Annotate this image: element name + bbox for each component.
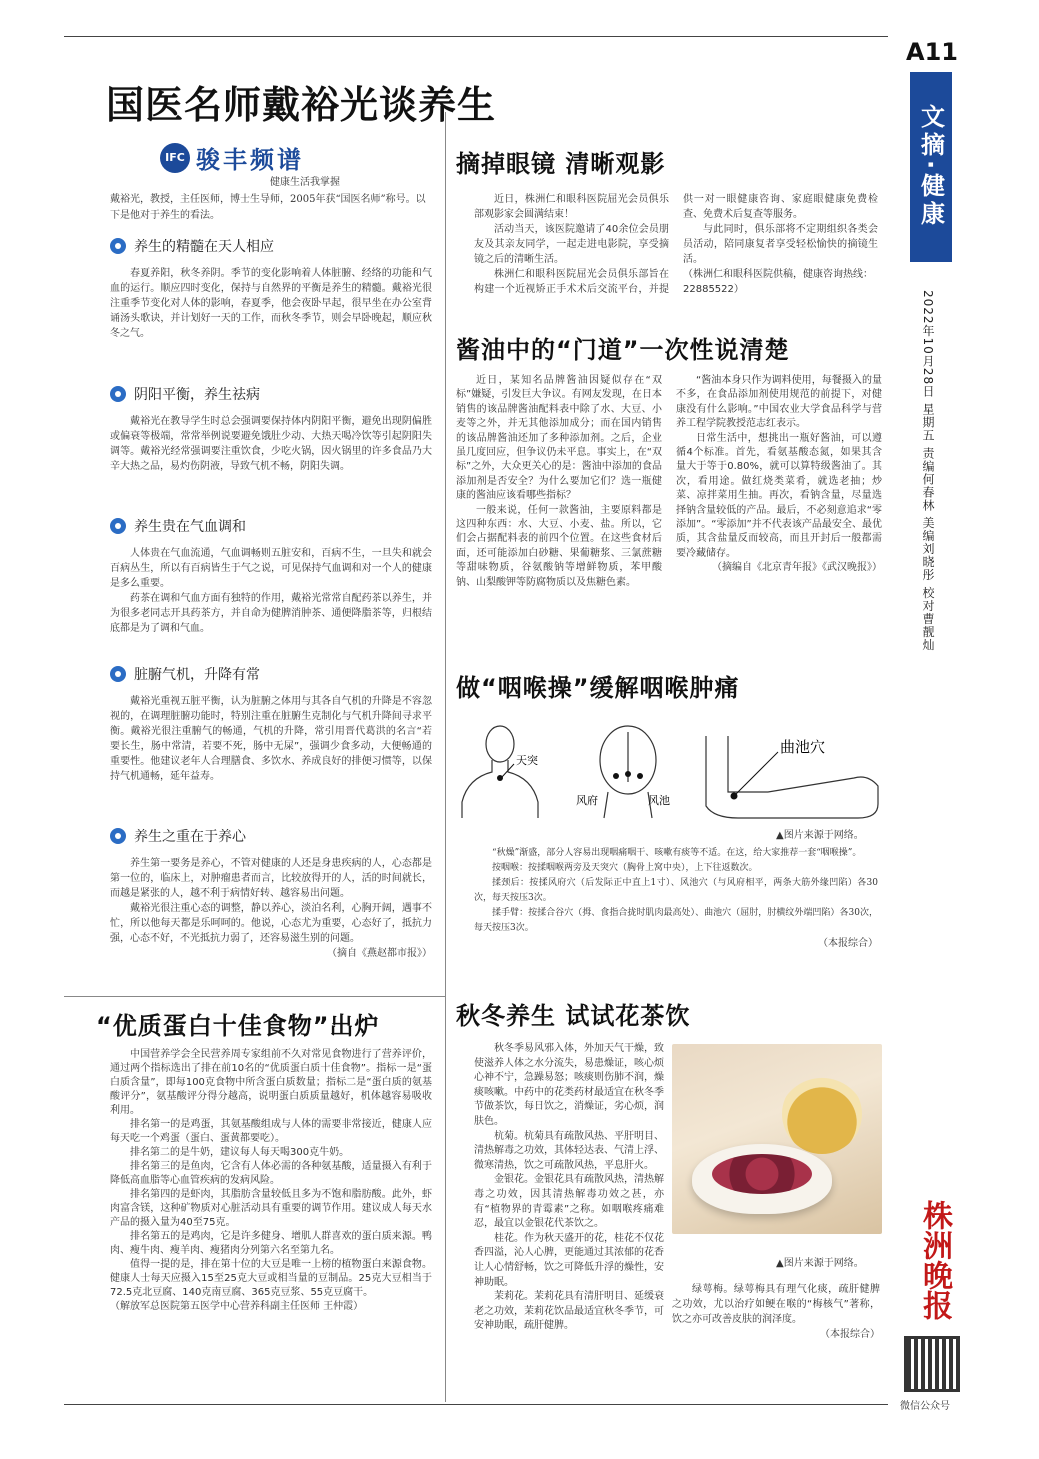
- bullet-icon: [110, 666, 126, 682]
- qr-code[interactable]: [904, 1336, 960, 1392]
- tea-cup: [782, 1074, 862, 1154]
- source-credit: （摘编自《北京青年报》《武汉晚报》）: [712, 562, 882, 574]
- column-divider: [445, 112, 446, 1402]
- top-rule: [64, 36, 888, 37]
- glasses-body: 近日，株洲仁和眼科医院屈光会员俱乐部观影家会圆满结束！ 活动当天，该医院邀请了40余位会员朋友及其亲友同学，一起走进电影院，享受摘镜之后的清晰生活。 株洲仁和眼科医院屈光会员俱乐部旨在构建一个近视矫正手术术后交流平台，并提供一对一眼健康咨询、家庭眼健康免费检查、免费术后复查等服务。 与此同时，俱乐部将不定期组织各类会员活动，陪同康复者享受轻松愉快的摘镜生活。 （株洲仁和眼科医院供稿，健康咨询热线：22885522）: [474, 194, 878, 295]
- fengchi-point: [637, 773, 643, 779]
- logo-name: 骏丰频谱: [196, 146, 304, 174]
- section-body: 养生第一要务是养心，不管对健康的人还是身患疾病的人，心态都是第一位的，临床上，对肿瘤患者而言，比较放得开的人，活的时间就长，而越是紧张的人，越不利于病情好转、越容易出问题。 戴裕光很注重心态的调整，静以养心，淡泊名利，心胸开阔，遇事不忙，所以他每天都是乐呵呵的。他说，心态尤为重要，心态好了，抵抗力强，心态不好，不光抵抗力弱了，还容易滋生别的问题。 （摘自《燕赵都市报》）: [110, 858, 432, 959]
- main-title: 国医名师戴裕光谈养生: [106, 83, 497, 127]
- source-credit: （摘自《燕赵都市报》）: [327, 948, 432, 959]
- tiantu-point: [497, 775, 503, 781]
- section-body: 戴裕光重视五脏平衡，认为脏腑之体用与其各自气机的升降是不容忽视的，在调理脏腑功能时，特别注重在脏腑生克制化与气机升降间寻求平衡。戴裕光很注重腑气的畅通，气机的升降，常引用晋代葛洪的名言“若要长生，肠中常清，若要不死，肠中无屎”，强调少食多动，大便畅通的重要性。他建议老年人合理膳食、多饮水、养成良好的排便习惯等，以保持气机通畅，延年益寿。: [110, 696, 432, 782]
- logo-badge: IFC: [160, 143, 190, 173]
- page-number: A11: [906, 38, 958, 66]
- bullet-icon: [110, 828, 126, 844]
- fengchi-label: 风池: [648, 794, 670, 807]
- section-body: 戴裕光在教导学生时总会强调要保持体内阴阳平衡，避免出现阴偏胜或偏衰等极端，常常举例说要避免饿肚少动、大热天喝冷饮等引起阴阳失调等。戴裕光经常强调要注重饮食，少吃火锅，因火锅里的许多食品乃大辛大热之品，易灼伤阴液，导致气机不畅，阴阳失调。: [110, 416, 432, 472]
- tea-photo: [672, 1044, 882, 1234]
- glasses-title: 摘掉眼镜 清晰观影: [456, 150, 666, 178]
- tiantu-label: 天突: [516, 754, 538, 767]
- bottom-rule: [64, 1404, 888, 1405]
- soy-title: 酱油中的“门道”一次性说清楚: [456, 336, 790, 364]
- section-body: 春夏养阳，秋冬养阴。季节的变化影响着人体脏腑、经络的功能和气血的运行。顺应四时变化，保持与自然界的平衡是养生的精髓。戴裕光很注重季节变化对人体的影响，春夏季，他会夜卧早起，很早坐在办公室背诵汤头歌诀，并计划好一天的工作，而秋冬季节，则会早卧晚起，顺应秋冬之气。: [110, 268, 432, 339]
- tea-body-cont: 绿萼梅。绿萼梅具有理气化痰，疏肝健脾之功效，尤以治疗如鲠在喉的“梅核气”著称，饮之亦可改善皮肤的润泽度。 （本报综合）: [672, 1284, 880, 1340]
- logo-tagline: 健康生活我掌握: [270, 177, 340, 188]
- bullet-icon: [110, 386, 126, 402]
- source-credit: （本报综合）: [820, 1329, 880, 1340]
- dateline: 2022年10月28日 星期五 责编何春林 美编刘晓彤 校对曹靓灿: [921, 290, 935, 652]
- source-credit: （解放军总医院第五医学中心营养科副主任医师 王仲霞）: [110, 1301, 364, 1312]
- brand-logo: 株洲晚报: [917, 1200, 952, 1320]
- bullet-icon: [110, 238, 126, 254]
- section-label: 文摘·健康: [910, 72, 952, 262]
- sponsor-logo: [160, 140, 304, 175]
- fengchi-point: [613, 773, 619, 779]
- section-heading: 养生之重在于养心: [110, 826, 246, 846]
- acupoint-figure: [458, 722, 882, 822]
- tea-title: 秋冬养生 试试花茶饮: [456, 1002, 691, 1030]
- rose-buds: [712, 1154, 812, 1194]
- soy-body: 近日，某知名品牌酱油因疑似存在“双标”嫌疑，引发巨大争议。有网友发现，在日本销售的该品牌酱油配料表中除了水、大豆、小麦等之外，并无其他添加成分；而在国内销售的该品牌酱油还加了多种添加剂。之后，企业虽几度回应，但争议仍未平息。事实上，在“双标”之外，大众更关心的是：酱油中添加的食品添加剂是否安全？为什么要加它们？选一瓶健康的酱油应该看哪些指标？ 一般来说，任何一款酱油，主要原料都是这四种东西：水、大豆、小麦、盐。所以，它们会占据配料表的前四个位置。在这些食材后面，还可能添加白砂糖、果葡糖浆、三氯蔗糖等甜味物质，谷氨酸钠等增鲜物质，苯甲酸钠、山梨酸钾等防腐物质以及焦糖色素。 “酱油本身只作为调料使用，每餐摄入的量不多，在食品添加剂使用规范的前提下，对健康没有什么影响。”中国农业大学食品科学与营养工程学院教授范志红表示。 日常生活中，想挑出一瓶好酱油，可以遵循4个标准。首先，看氨基酸态氮，如果其含量大于等于0.80%，就可以算特级酱油了。其次，看用途。做红烧类菜肴，就选老抽；炒菜、凉拌菜用生抽。再次，看钠含量，尽量选择钠含量较低的产品。最后，不必刻意追求“零添加”。“零添加”并不代表该产品最安全、最优质，其含盐量反而较高，而且开封后一般都需要冷藏储存。 （摘编自《北京青年报》《武汉晚报》）: [456, 375, 882, 588]
- neck-figure: [462, 726, 538, 818]
- section-heading: 脏腑气机，升降有常: [110, 664, 260, 684]
- source-credit: （株洲仁和眼科医院供稿，健康咨询热线：22885522）: [683, 269, 873, 295]
- qr-caption: 微信公众号: [900, 1401, 950, 1412]
- fengfu-point: [625, 771, 631, 777]
- figure-caption: ▲图片来源于网络。: [776, 830, 864, 841]
- left-divider: [64, 996, 445, 997]
- quchi-label: 曲池穴: [780, 738, 826, 756]
- fengfu-label: 风府: [576, 794, 598, 807]
- tea-body: 秋冬季易风邪入体，外加天气干燥，致使滋养人体之水分流失，易患燥证，咳心烦心神不宁，急躁易怒；咳痰则伤肺不润，燥痰咳嗽。中药中的花类药材最适宜在秋冬季节做茶饮，每日饮之，消燥证，劣心烦，润肤色。 杭菊。杭菊具有疏散风热、平肝明目、清热解毒之功效，其体轻达表、气清上浮、微寒清热，饮之可疏散风热，平息肝火。 金银花。金银花具有疏散风热，清热解毒之功效，因其清热解毒功效之甚，亦有“植物界的青霉素”之称。如咽喉疼痛难忍，最宜以金银花代茶饮之。 桂花。作为秋天盛开的花，桂花不仅花香四溢，沁人心脾，更能通过其浓郁的花香让人心情舒畅，饮之可降低升浮的燥性，安神助眠。 茉莉花。茉莉花具有清肝明目、延缓衰老之功效，茉莉花饮品最适宜秋冬季节，可安神助眠，疏肝健脾。: [474, 1043, 664, 1332]
- throat-title: 做“咽喉操”缓解咽喉肿痛: [456, 674, 740, 702]
- bullet-icon: [110, 518, 126, 534]
- throat-body: “秋燥”渐盛，部分人容易出现咽痛咽干、咳嗽有痰等不适。在这，给大家推荐一套“咽喉操”。 按咽喉：按揉咽喉两旁及天突穴（胸骨上窝中央），上下往返数次。 揉颈后：按揉风府穴（后发际正中直上1寸）、风池穴（与风府相平，两条大筋外缘凹陷）各30次，每天按压3次。 揉手臂：按揉合谷穴（拇、食指合拢时肌肉最高处）、曲池穴（屈肘，肘横纹外端凹陷）各30次，每天按压3次。 （本报综合）: [474, 848, 878, 949]
- source-credit: （本报综合）: [818, 938, 878, 949]
- section-heading: 养生的精髓在天人相应: [110, 236, 274, 256]
- protein-body: 中国营养学会全民营养周专家组前不久对常见食物进行了营养评价，通过两个指标选出了排在前10名的“优质蛋白质十佳食物”。指标一是“蛋白质含量”，即每100克食物中所含蛋白质数量；指标二是“蛋白质的氨基酸评分”，氨基酸评分得分越高，说明蛋白质质量越好，机体越容易吸收利用。 排名第一的是鸡蛋，其氨基酸组成与人体的需要非常接近，健康人应每天吃一个鸡蛋（蛋白、蛋黄都要吃）。 排名第二的是牛奶，建议每人每天喝300克牛奶。 排名第三的是鱼肉，它含有人体必需的各种氨基酸，适量摄入有利于降低高血脂等心血管疾病的发病风险。 排名第四的是虾肉，其脂肪含量较低且多为不饱和脂肪酸。此外，虾肉富含镁，这种矿物质对心脏活动具有重要的调节作用。建议成人每天水产品的摄入量为40至75克。 排名第五的是鸡肉，它是许多健身、增肌人群喜欢的蛋白质来源。鸭肉、瘦牛肉、瘦羊肉、瘦猪肉分列第六名至第九名。 值得一提的是，排在第十位的大豆是唯一上榜的植物蛋白来源食物。健康人士每天应摄入15至25克大豆或相当量的豆制品。25克大豆相当于72.5克北豆腐、140克南豆腐、365克豆浆、55克豆腐干。 （解放军总医院第五医学中心营养科副主任医师 王仲霞）: [110, 1049, 432, 1312]
- photo-caption: ▲图片来源于网络。: [776, 1258, 864, 1269]
- article-intro: 戴裕光，教授，主任医师，博士生导师，2005年获“国医名师”称号。以下是他对于养生的看法。: [110, 194, 426, 221]
- protein-title: “优质蛋白十佳食物”出炉: [96, 1012, 380, 1040]
- section-heading: 阴阳平衡，养生祛病: [110, 384, 260, 404]
- section-heading: 养生贵在气血调和: [110, 516, 246, 536]
- section-body: 人体贵在气血流通，气血调畅则五脏安和，百病不生，一旦失和就会百病丛生，所以有百病皆生于气之说，可见保持气血调和对一个人的健康是多么重要。 药茶在调和气血方面有独特的作用，戴裕光常常自配药茶以养生，并为很多老同志开具药茶方，并自命为健脾消肿茶、通便降脂茶等，归根结底都是为了调和气血。: [110, 548, 432, 634]
